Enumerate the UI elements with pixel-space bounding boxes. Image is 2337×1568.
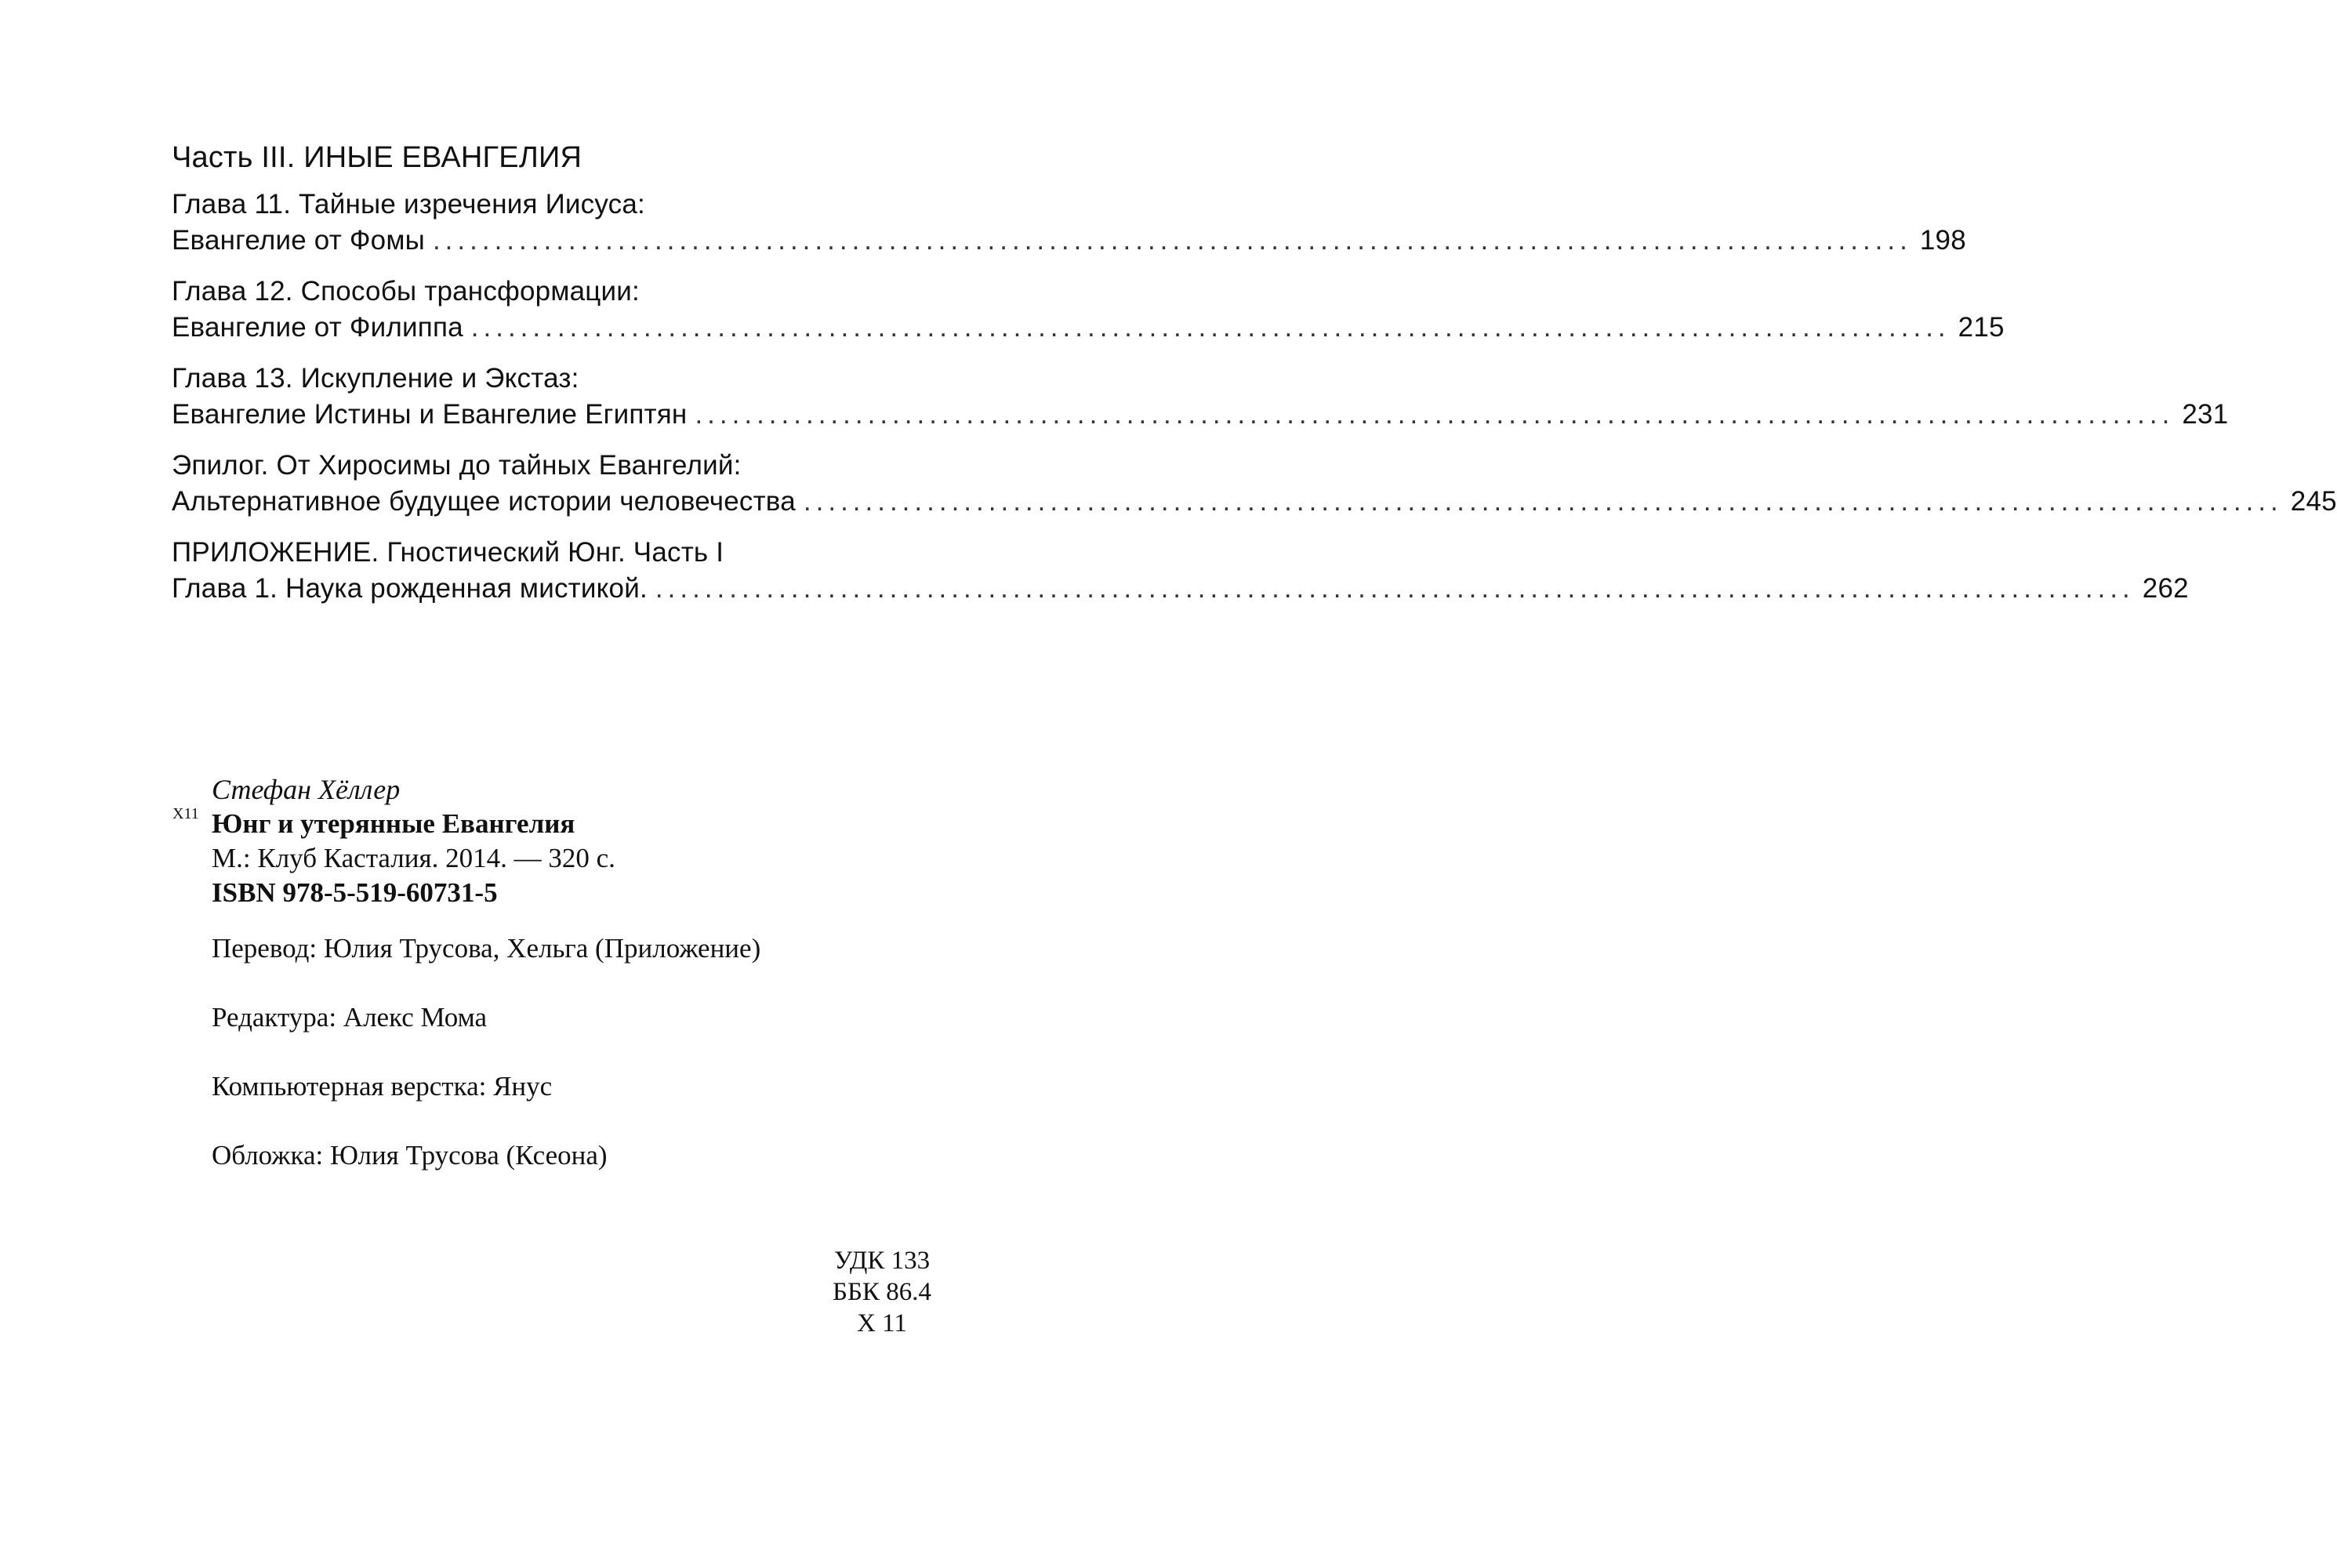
credit-translation: Перевод: Юлия Трусова, Хельга (Приложение): [212, 933, 761, 964]
toc-entry-title: Глава 13. Искупление и Экстаз:: [172, 363, 579, 394]
toc-entry-epilogue: [172, 448, 2337, 520]
credit-cover: Обложка: Юлия Трусова (Ксеона): [212, 1140, 608, 1171]
toc-entry-chapter-13: [172, 361, 2229, 433]
toc-entry-subtitle-row: [172, 484, 2337, 520]
page-number: 245: [2290, 486, 2337, 517]
udk-code: УДК 133: [833, 1247, 931, 1275]
toc-entry-subtitle-row: [172, 223, 1966, 259]
dot-leader: ........................................................................................................................: [470, 312, 1951, 343]
toc-entry-title: Глава 12. Способы трансформации:: [172, 276, 640, 307]
toc-entry-subtitle-row: [172, 397, 2229, 433]
toc-entry-subtitle-row: [172, 310, 2005, 346]
page-number: 231: [2182, 399, 2229, 430]
book-imprint: М.: Клуб Касталия. 2014. — 320 с.: [212, 843, 615, 873]
table-of-contents: [172, 138, 2337, 622]
page-number: 215: [1958, 312, 2005, 343]
bbk-code: ББК 86.4: [833, 1278, 931, 1306]
toc-entry-title: Эпилог. От Хиросимы до тайных Евангелий:: [172, 450, 742, 481]
book-isbn: ISBN 978-5-519-60731-5: [212, 877, 498, 908]
page-number: 262: [2142, 573, 2189, 604]
catalog-code: Х11: [172, 805, 199, 822]
dot-leader: ........................................................................................................................: [803, 486, 2283, 517]
dot-leader: ........................................................................................................................: [655, 573, 2135, 604]
toc-entry-title: ПРИЛОЖЕНИЕ. Гностический Юнг. Часть I: [172, 537, 724, 568]
dot-leader: ........................................................................................................................: [695, 399, 2175, 430]
toc-entry-subtitle: Евангелие от Филиппа: [172, 312, 463, 343]
toc-entry-chapter-11: [172, 187, 1966, 259]
dot-leader: ........................................................................................................................: [432, 225, 1912, 256]
toc-entry-title: Глава 11. Тайные изречения Иисуса:: [172, 189, 645, 220]
author-code: Х 11: [857, 1309, 907, 1338]
book-author: Стефан Хёллер: [212, 774, 401, 805]
toc-entry-appendix: [172, 535, 2189, 607]
toc-entry-chapter-12: [172, 274, 2005, 346]
page-number: 198: [1919, 225, 1966, 256]
toc-entry-subtitle: Евангелие Истины и Евангелие Египтян: [172, 399, 688, 430]
toc-entry-subtitle: Евангелие от Фомы: [172, 225, 425, 256]
classification-codes: [823, 1245, 941, 1339]
credit-layout: Компьютерная верстка: Янус: [212, 1071, 553, 1102]
book-title: Юнг и утерянные Евангелия: [212, 808, 575, 839]
credits-list: [212, 931, 760, 1207]
toc-entry-subtitle-row: [172, 571, 2189, 607]
toc-entry-subtitle: Глава 1. Наука рожденная мистикой.: [172, 573, 648, 604]
part-heading: Часть III. ИНЫЕ ЕВАНГЕЛИЯ: [172, 141, 582, 174]
toc-entry-subtitle: Альтернативное будущее истории человечества: [172, 486, 796, 517]
credit-editing: Редактура: Алекс Мома: [212, 1002, 488, 1033]
bibliographic-record: [212, 772, 615, 910]
